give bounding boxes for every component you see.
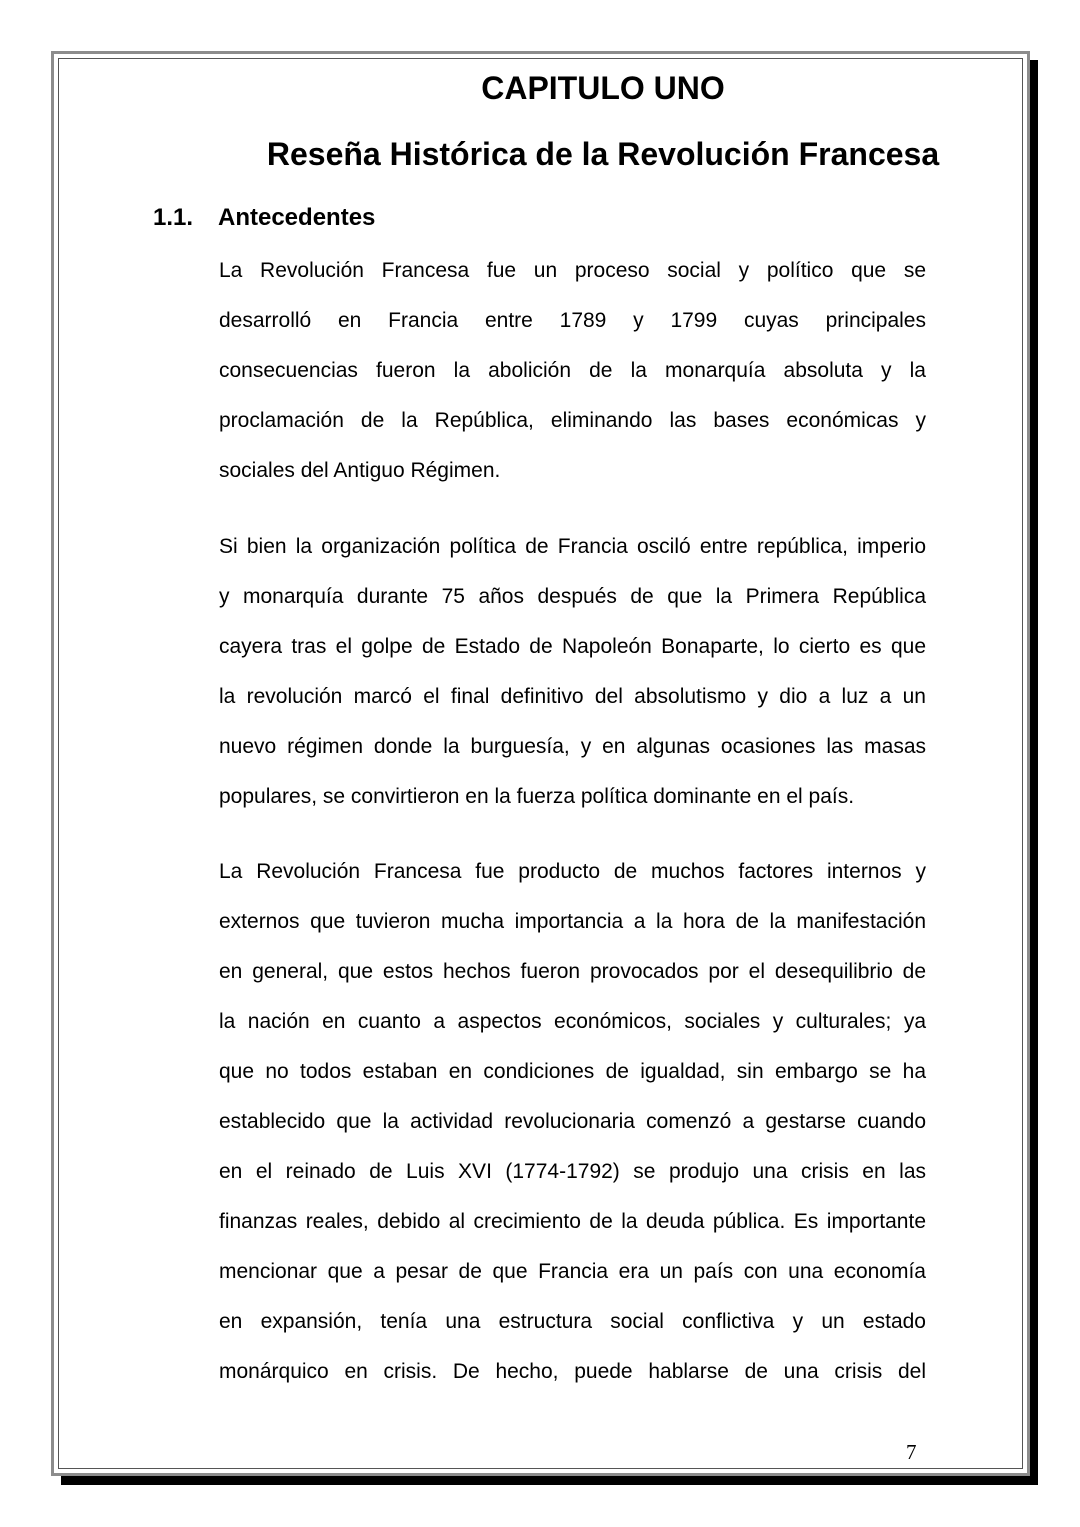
paragraph-2-line: Si bien la organización política de Francia osciló entre república, imperio [219, 535, 926, 558]
paragraph-3-line: mencionar que a pesar de que Francia era un país con una economía [219, 1260, 926, 1283]
chapter-subtitle: Reseña Histórica de la Revolución Francesa [266, 136, 940, 172]
paragraph-3-line: en general, que estos hechos fueron provocados por el desequilibrio de [219, 960, 926, 983]
paragraph-3-line: monárquico en crisis. De hecho, puede hablarse de una crisis del [219, 1360, 926, 1383]
paragraph-1-line: sociales del Antiguo Régimen. [219, 459, 501, 482]
paragraph-1-line: proclamación de la República, eliminando las bases económicas y [219, 409, 926, 432]
section-heading [153, 204, 375, 232]
paragraph-2-line: populares, se convirtieron en la fuerza política dominante en el país. [219, 785, 855, 808]
paragraph-3-line: finanzas reales, debido al crecimiento de la deuda pública. Es importante [219, 1210, 926, 1233]
paragraph-1-line: consecuencias fueron la abolición de la monarquía absoluta y la [219, 359, 926, 382]
chapter-title: CAPITULO UNO [481, 70, 725, 106]
paragraph-3-line: establecido que la actividad revolucionaria comenzó a gestarse cuando [219, 1110, 926, 1133]
section-number: 1.1. [153, 204, 194, 231]
paragraph-2-line: nuevo régimen donde la burguesía, y en algunas ocasiones las masas [219, 735, 926, 758]
paragraph-3-line: en el reinado de Luis XVI (1774-1792) se produjo una crisis en las [219, 1160, 926, 1183]
paragraph-3-line: La Revolución Francesa fue producto de muchos factores internos y [219, 860, 926, 883]
paragraph-2-line: la revolución marcó el final definitivo del absolutismo y dio a luz a un [219, 685, 926, 708]
section-title: Antecedentes [218, 204, 376, 231]
paragraph-3-line: en expansión, tenía una estructura social conflictiva y un estado [219, 1310, 926, 1333]
paragraph-2-line: cayera tras el golpe de Estado de Napoleón Bonaparte, lo cierto es que [219, 635, 926, 658]
paragraph-2-line: y monarquía durante 75 años después de que la Primera República [219, 585, 926, 608]
paragraph-3-line: que no todos estaban en condiciones de igualdad, sin embargo se ha [219, 1060, 926, 1083]
paragraph-1-line: desarrolló en Francia entre 1789 y 1799 cuyas principales [219, 309, 926, 332]
paragraph-3-line: la nación en cuanto a aspectos económicos, sociales y culturales; ya [219, 1010, 926, 1033]
paragraph-3-line: externos que tuvieron mucha importancia a la hora de la manifestación [219, 910, 926, 933]
page-number: 7 [906, 1440, 917, 1464]
paragraph-1-line: La Revolución Francesa fue un proceso social y político que se [219, 259, 926, 282]
